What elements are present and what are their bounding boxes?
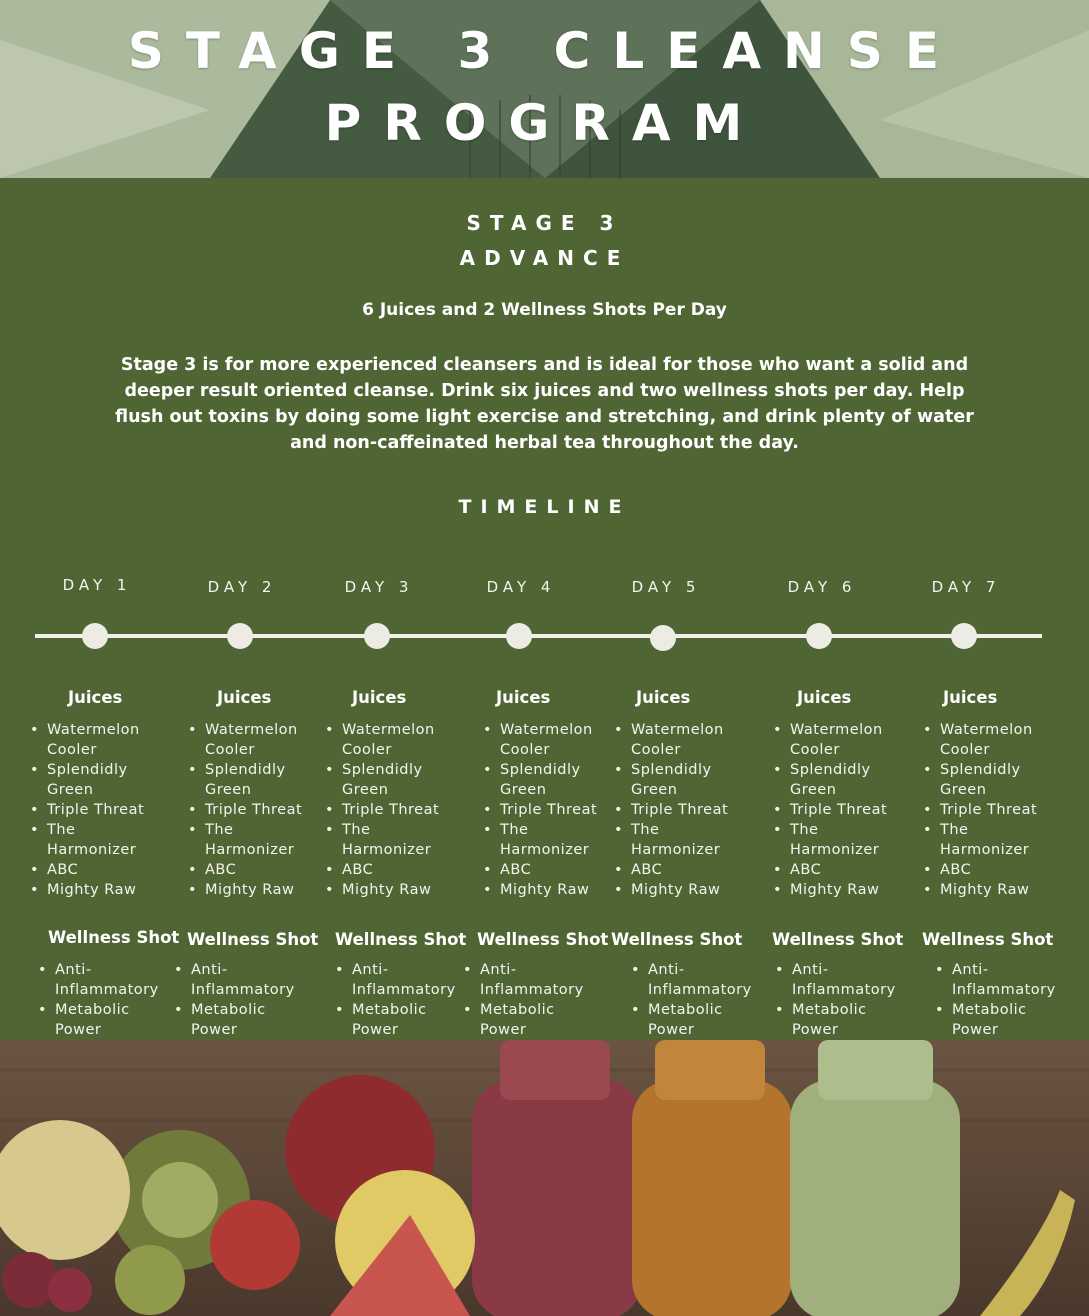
wellness-shot-item: • Anti-Inflammatory [630,960,755,1000]
wellness-shot-list [934,960,1059,1040]
page-title-line2: PROGRAM [324,94,765,152]
juice-item: • Triple Threat [29,800,179,820]
wellness-shot-heading: Wellness Shot [48,928,180,947]
timeline-title: TIMELINE [458,496,631,518]
program-panel [0,178,1089,1040]
wellness-shot-list [462,960,587,1040]
wellness-shot-item: • Metabolic Power [173,1000,281,1040]
timeline-dot-day-5 [650,625,676,651]
fruit-and-juice-photo [0,1040,1089,1316]
juice-item: • Watermelon Cooler [613,720,763,760]
wellness-shot-item: • Metabolic Power [334,1000,442,1040]
wellness-shot-item: • Anti-Inflammatory [934,960,1059,1000]
day-label: DAY 1 [62,576,132,594]
stage-level: ADVANCE [459,246,630,270]
juice-item: • Mighty Raw [922,880,1072,900]
juice-list [922,720,1072,900]
wellness-shot-item: • Anti-Inflammatory [173,960,298,1000]
juices-heading: Juices [352,688,407,707]
wellness-shot-list [37,960,162,1040]
wellness-shot-list [334,960,459,1040]
juices-heading: Juices [217,688,272,707]
juice-item: • Splendidly Green [482,760,632,800]
wellness-shot-list [630,960,755,1040]
juices-heading: Juices [797,688,852,707]
wellness-shot-item: • Anti-Inflammatory [334,960,459,1000]
juice-item: • The Harmonizer [613,820,721,860]
wellness-shot-heading: Wellness Shot [922,930,1054,949]
timeline-dot-day-6 [806,623,832,649]
juice-list [613,720,763,900]
timeline-dot-day-1 [82,623,108,649]
juice-item: • Watermelon Cooler [324,720,474,760]
juice-item: • Triple Threat [922,800,1072,820]
wellness-shot-item: • Metabolic Power [462,1000,570,1040]
juice-item: • The Harmonizer [772,820,880,860]
wellness-shot-item: • Metabolic Power [630,1000,738,1040]
juices-heading: Juices [68,688,123,707]
day-label: DAY 7 [931,578,1001,596]
wellness-shot-heading: Wellness Shot [611,930,743,949]
wellness-shot-item: • Metabolic Power [37,1000,145,1040]
stage-heading: STAGE 3 [466,211,623,235]
juice-item: • Splendidly Green [324,760,474,800]
juices-heading: Juices [496,688,551,707]
wellness-shot-heading: Wellness Shot [477,930,609,949]
juice-item: • ABC [324,860,474,880]
juice-item: • Triple Threat [772,800,922,820]
wellness-shot-heading: Wellness Shot [187,930,319,949]
timeline-dot-day-3 [364,623,390,649]
juice-item: • The Harmonizer [922,820,1030,860]
juice-item: • ABC [772,860,922,880]
juice-item: • ABC [482,860,632,880]
timeline-dot-day-4 [506,623,532,649]
juice-item: • Watermelon Cooler [922,720,1072,760]
wellness-shot-heading: Wellness Shot [772,930,904,949]
juice-item: • Mighty Raw [324,880,474,900]
juice-item: • Splendidly Green [922,760,1072,800]
juice-item: • ABC [187,860,337,880]
juice-list [187,720,337,900]
juice-item: • Mighty Raw [772,880,922,900]
timeline-line [35,634,1042,638]
juice-item: • Mighty Raw [482,880,632,900]
juice-item: • ABC [922,860,1072,880]
day-label: DAY 6 [787,578,857,596]
juice-item: • Mighty Raw [187,880,337,900]
juice-item: • Triple Threat [613,800,763,820]
juice-item: • Triple Threat [324,800,474,820]
juice-list [772,720,922,900]
page-title-line1: STAGE 3 CLEANSE [127,22,962,80]
juice-list [29,720,179,900]
program-description: Stage 3 is for more experienced cleansers and is ideal for those who want a solid and deeper result oriented cleanse. Drink six juices and two wellness shots per day. Help flush out toxins by doing some light exercise and stretching, and drink plenty of water and non-caffeinated herbal tea throughout the day. [115,355,974,453]
wellness-shot-list [774,960,899,1040]
juice-item: • The Harmonizer [482,820,590,860]
juices-heading: Juices [943,688,998,707]
wellness-shot-list [173,960,298,1040]
juice-item: • Splendidly Green [772,760,922,800]
wellness-shot-item: • Metabolic Power [934,1000,1042,1040]
juice-item: • Mighty Raw [613,880,763,900]
juice-item: • Watermelon Cooler [772,720,922,760]
juice-bottles-image [0,1040,1089,1316]
wellness-shot-item: • Anti-Inflammatory [774,960,899,1000]
juice-item: • Splendidly Green [29,760,179,800]
program-summary: 6 Juices and 2 Wellness Shots Per Day [362,300,727,320]
wellness-shot-item: • Anti-Inflammatory [462,960,587,1000]
juice-item: • Triple Threat [482,800,632,820]
timeline-dot-day-7 [951,623,977,649]
wellness-shot-item: • Metabolic Power [774,1000,882,1040]
day-label: DAY 5 [631,578,701,596]
wellness-shot-heading: Wellness Shot [335,930,467,949]
juice-item: • Mighty Raw [29,880,179,900]
timeline-dot-day-2 [227,623,253,649]
header-banner [0,0,1089,178]
juice-item: • ABC [613,860,763,880]
juice-list [324,720,474,900]
juice-item: • The Harmonizer [29,820,137,860]
juice-item: • Splendidly Green [187,760,337,800]
juice-item: • Triple Threat [187,800,337,820]
juice-item: • Watermelon Cooler [482,720,632,760]
juice-item: • Watermelon Cooler [187,720,337,760]
wellness-shot-item: • Anti-Inflammatory [37,960,162,1000]
juice-item: • ABC [29,860,179,880]
day-label: DAY 3 [344,578,414,596]
juice-list [482,720,632,900]
juice-item: • Splendidly Green [613,760,763,800]
juice-item: • The Harmonizer [324,820,432,860]
day-label: DAY 4 [486,578,556,596]
day-label: DAY 2 [207,578,277,596]
juice-item: • The Harmonizer [187,820,295,860]
juice-item: • Watermelon Cooler [29,720,179,760]
juices-heading: Juices [636,688,691,707]
